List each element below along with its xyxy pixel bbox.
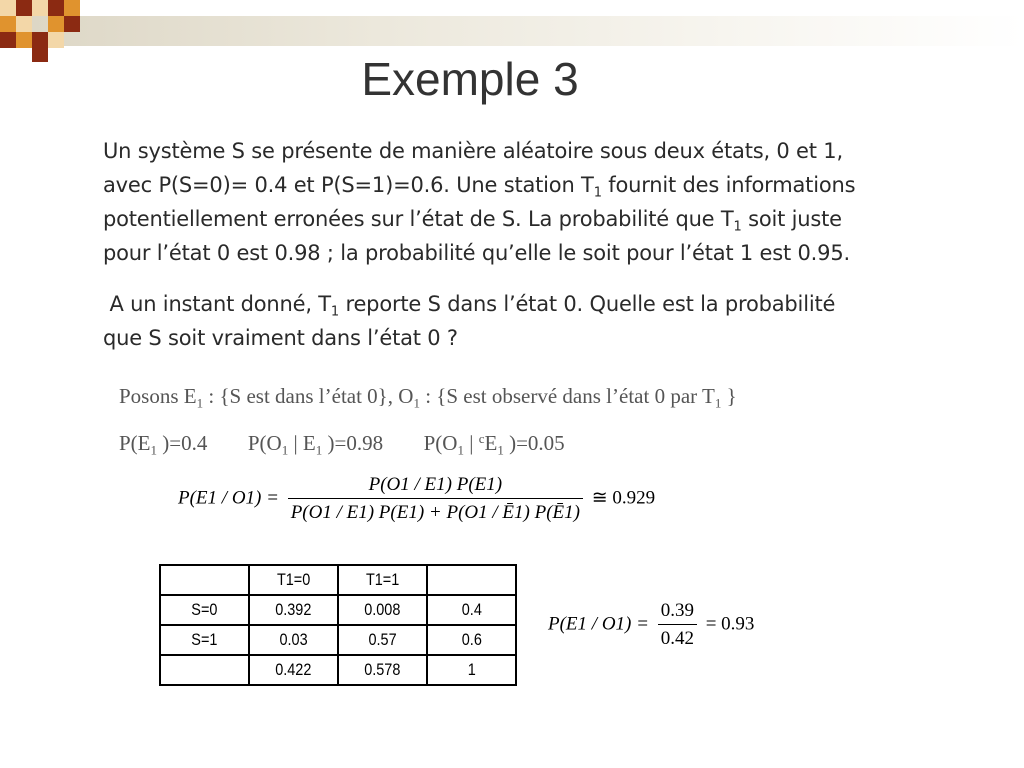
text-run: A un instant donné, T: [103, 292, 331, 316]
text-run: P(E: [119, 431, 151, 455]
fraction-denominator: P(O1 / E1) P(E1) + P(O1 / Ē1) P(Ē1): [290, 502, 580, 523]
text-run: avec P(S=0)= 0.4 et P(S=1)=0.6. Une station T: [103, 173, 594, 197]
table-cell: [160, 625, 249, 655]
text-run: que S soit vraiment dans l’état 0 ?: [103, 326, 458, 350]
deco-square: [64, 16, 80, 32]
bayes-formula: [178, 474, 655, 524]
text-run: |: [463, 431, 479, 455]
cell-text: S=0: [191, 600, 218, 619]
question: [103, 287, 943, 355]
deco-square: [48, 16, 64, 32]
text-line: [103, 202, 943, 236]
text-run: : {S est dans l’état 0}, O: [203, 384, 414, 408]
cell-text: 0.422: [275, 660, 312, 679]
table-cell: [427, 655, 516, 685]
superscript: c: [478, 430, 485, 446]
formula-lhs: P(E1 / O1) =: [178, 487, 279, 509]
table-cell: [249, 655, 338, 685]
text-line: [103, 236, 943, 270]
subscript: 1: [457, 442, 464, 458]
subscript: 1: [196, 395, 204, 411]
deco-square: [16, 16, 32, 32]
joint-probability-table: [159, 564, 517, 686]
cell-text: 0.578: [364, 660, 401, 679]
cell-text: 0.6: [461, 630, 482, 649]
formula-result: ≅ 0.929: [591, 487, 656, 509]
deco-square: [16, 0, 32, 16]
cell-text: 1: [467, 660, 476, 679]
deco-square: [0, 0, 16, 16]
deco-square: [16, 32, 32, 48]
subscript: 1: [714, 395, 722, 411]
definition-line: [119, 384, 737, 409]
deco-square: [64, 0, 80, 16]
text-line: [103, 287, 943, 321]
table-row: [160, 655, 516, 685]
text-line: [103, 321, 943, 355]
deco-square: [32, 0, 48, 16]
text-line: [103, 168, 943, 202]
subscript: 1: [315, 442, 323, 458]
table-header-row: [160, 565, 516, 595]
slide-title: Exemple 3: [361, 53, 579, 105]
fraction-denominator: 0.42: [660, 628, 694, 649]
text-run: )=0.05: [503, 431, 565, 455]
text-line: [103, 134, 943, 168]
fraction-numerator: 0.39: [658, 600, 697, 625]
fraction: [658, 600, 697, 650]
text-run: reporte S dans l’état 0. Quelle est la probabilité: [339, 292, 836, 316]
text-run: P(O: [423, 431, 458, 455]
cell-text: T1=1: [365, 570, 400, 589]
subscript: 1: [733, 219, 742, 235]
text-run: Posons E: [119, 384, 197, 408]
deco-square: [0, 32, 16, 48]
subscript: 1: [330, 304, 340, 320]
text-run: )=0.4: [157, 431, 208, 455]
table-row: [160, 625, 516, 655]
text-run: : {S est observé dans l’état 0 par T: [419, 384, 715, 408]
fraction: [288, 474, 583, 524]
table-cell: [338, 595, 427, 625]
cell-text: 0.4: [461, 600, 482, 619]
text-run: fournit des informations: [601, 173, 856, 197]
problem-statement: [103, 134, 943, 270]
decorative-gradient-bar: [32, 16, 1024, 46]
table-cell: [338, 565, 427, 595]
cell-text: S=1: [191, 630, 218, 649]
table-cell: [160, 595, 249, 625]
text-run: Un système S se présente de manière aléatoire sous deux états, 0 et 1,: [103, 139, 843, 163]
table-row: [160, 595, 516, 625]
text-run: P(O: [247, 431, 282, 455]
cell-text: 0.57: [368, 630, 397, 649]
table-cell: [427, 595, 516, 625]
deco-square: [48, 32, 64, 48]
table-cell: [249, 625, 338, 655]
text-run: E: [484, 431, 498, 455]
text-run: soit juste: [741, 207, 842, 231]
deco-square: [48, 0, 64, 16]
table-cell: [160, 565, 249, 595]
subscript: 1: [497, 442, 504, 458]
table-cell: [249, 595, 338, 625]
given-probabilities: [119, 431, 565, 456]
table-cell: [338, 655, 427, 685]
cell-text: 0.392: [275, 600, 312, 619]
cell-text: 0.008: [364, 600, 401, 619]
numeric-result-formula: [548, 600, 754, 650]
table-cell: [427, 565, 516, 595]
formula-result: = 0.93: [705, 613, 755, 635]
formula-lhs: P(E1 / O1) =: [548, 613, 649, 635]
subscript: 1: [281, 442, 289, 458]
table-cell: [249, 565, 338, 595]
text-run: )=0.98: [322, 431, 384, 455]
text-run: pour l’état 0 est 0.98 ; la probabilité qu’elle le soit pour l’état 1 est 0.95.: [103, 241, 850, 265]
cell-text: T1=0: [276, 570, 311, 589]
table-cell: [338, 625, 427, 655]
deco-square: [0, 16, 16, 32]
subscript: 1: [593, 185, 602, 201]
table-cell: [160, 655, 249, 685]
text-run: potentiellement erronées sur l’état de S. La probabilité que T: [103, 207, 734, 231]
text-run: }: [721, 384, 737, 408]
table-cell: [427, 625, 516, 655]
subscript: 1: [150, 442, 158, 458]
text-run: | E: [288, 431, 316, 455]
subscript: 1: [413, 395, 420, 411]
fraction-numerator: P(O1 / E1) P(E1): [288, 474, 583, 499]
cell-text: 0.03: [279, 630, 308, 649]
